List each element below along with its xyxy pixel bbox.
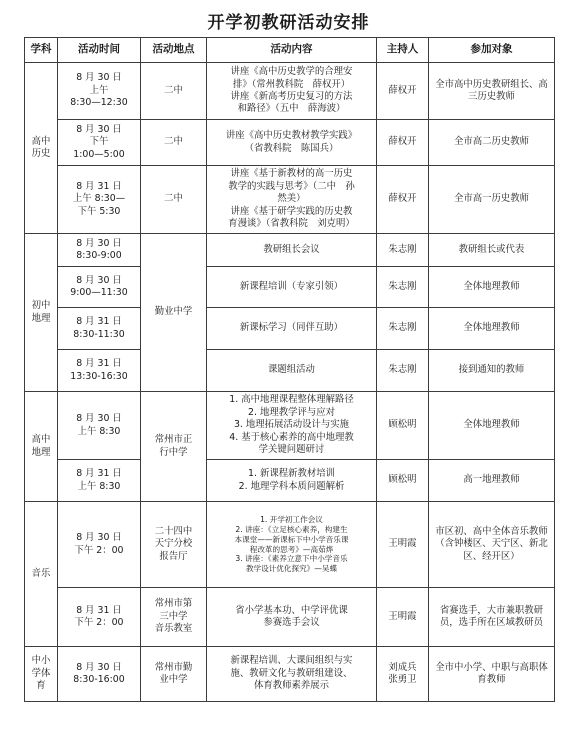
time-cell: 8 月 31 日 上午 8:30	[58, 460, 141, 502]
audience-cell: 全市高中历史教研组长、高 三历史教师	[429, 63, 555, 120]
audience-cell: 全市高二历史教师	[429, 120, 555, 166]
table-row	[25, 63, 555, 120]
place-cell: 常州市正 行中学	[141, 392, 207, 502]
audience-cell: 接到通知的教师	[429, 350, 555, 392]
host-cell: 薛权开	[377, 166, 429, 234]
place-cell: 勤业中学	[141, 234, 207, 392]
host-cell: 朱志刚	[377, 267, 429, 308]
time-cell: 8 月 30 日 8:30-9:00	[58, 234, 141, 267]
table-row	[25, 267, 555, 308]
header-content: 活动内容	[207, 38, 377, 63]
time-cell: 8 月 30 日 下午 1:00—5:00	[58, 120, 141, 166]
audience-cell: 全市中小学、中职与高职体 育教师	[429, 647, 555, 702]
content-cell: 课题组活动	[207, 350, 377, 392]
place-cell: 常州市第 三中学 音乐教室	[141, 588, 207, 647]
table-row	[25, 502, 555, 588]
time-cell: 8 月 31 日 13:30-16:30	[58, 350, 141, 392]
content-cell: 1. 开学初工作会议 2. 讲座：《立足核心素养，构建生 本课堂——新课标下中小学音乐课 程改革的思考》—高茹烨 3. 讲座：《素养立意下中小学音乐 教学设计优化探究》—吴蝶	[207, 502, 377, 588]
place-cell: 二中	[141, 120, 207, 166]
time-cell: 8 月 31 日 上午 8:30— 下午 5:30	[58, 166, 141, 234]
table-row	[25, 166, 555, 234]
table-row	[25, 308, 555, 350]
table-row	[25, 588, 555, 647]
table-row	[25, 460, 555, 502]
audience-cell: 全市高一历史教师	[429, 166, 555, 234]
table-row	[25, 234, 555, 267]
host-cell: 薛权开	[377, 120, 429, 166]
subject-cell: 高中 地理	[25, 392, 58, 502]
subject-cell: 音乐	[25, 502, 58, 647]
table-row	[25, 350, 555, 392]
content-cell: 新课标学习（同伴互助）	[207, 308, 377, 350]
time-cell: 8 月 30 日 上午 8:30—12:30	[58, 63, 141, 120]
audience-cell: 高一地理教师	[429, 460, 555, 502]
schedule-table	[24, 37, 555, 702]
header-row	[25, 38, 555, 63]
content-cell: 讲座《高中历史教材教学实践》 （省教科院 陈国兵）	[207, 120, 377, 166]
header-time: 活动时间	[58, 38, 141, 63]
header-place: 活动地点	[141, 38, 207, 63]
host-cell: 朱志刚	[377, 350, 429, 392]
place-cell: 二中	[141, 63, 207, 120]
content-cell: 讲座《基于新教材的高一历史 教学的实践与思考》（二中 孙 然美） 讲座《基于研学实践的历史教 育漫谈》（省教科院 刘克明）	[207, 166, 377, 234]
host-cell: 刘成兵 张勇卫	[377, 647, 429, 702]
audience-cell: 省赛选手，大市兼职教研 员，选手所在区域教研员	[429, 588, 555, 647]
host-cell: 王明霞	[377, 588, 429, 647]
audience-cell: 全体地理教师	[429, 267, 555, 308]
host-cell: 薛权开	[377, 63, 429, 120]
subject-cell: 高中 历史	[25, 63, 58, 234]
time-cell: 8 月 30 日 8:30-16:00	[58, 647, 141, 702]
content-cell: 新课程培训（专家引领）	[207, 267, 377, 308]
header-subject: 学科	[25, 38, 58, 63]
host-cell: 顾松明	[377, 392, 429, 460]
time-cell: 8 月 31 日 下午 2：00	[58, 588, 141, 647]
host-cell: 顾松明	[377, 460, 429, 502]
host-cell: 王明霞	[377, 502, 429, 588]
table-row	[25, 120, 555, 166]
audience-cell: 全体地理教师	[429, 392, 555, 460]
audience-cell: 市区初、高中全体音乐教师 （含钟楼区、天宁区、新北 区、经开区）	[429, 502, 555, 588]
time-cell: 8 月 31 日 8:30-11:30	[58, 308, 141, 350]
content-cell: 1. 新课程新教材培训 2. 地理学科本质问题解析	[207, 460, 377, 502]
header-host: 主持人	[377, 38, 429, 63]
audience-cell: 教研组长或代表	[429, 234, 555, 267]
place-cell: 二十四中 天宁分校 报告厅	[141, 502, 207, 588]
place-cell: 二中	[141, 166, 207, 234]
host-cell: 朱志刚	[377, 234, 429, 267]
content-cell: 新课程培训、大课间组织与实 施、教研文化与教研组建设、 体育教师素养展示	[207, 647, 377, 702]
place-cell: 常州市勤 业中学	[141, 647, 207, 702]
content-cell: 1. 高中地理课程整体理解路径 2. 地理教学评与应对 3. 地理拓展活动设计与实施 4. 基于核心素养的高中地理教 学关键问题研讨	[207, 392, 377, 460]
time-cell: 8 月 30 日 下午 2：00	[58, 502, 141, 588]
subject-cell: 中小 学体 育	[25, 647, 58, 702]
document-title: 开学初教研活动安排	[207, 13, 370, 33]
table-row	[25, 647, 555, 702]
table-row	[25, 392, 555, 460]
time-cell: 8 月 30 日 9:00—11:30	[58, 267, 141, 308]
content-cell: 教研组长会议	[207, 234, 377, 267]
content-cell: 省小学基本功、中学评优课 参赛选手会议	[207, 588, 377, 647]
subject-cell: 初中 地理	[25, 234, 58, 392]
host-cell: 朱志刚	[377, 308, 429, 350]
header-audience: 参加对象	[429, 38, 555, 63]
time-cell: 8 月 30 日 上午 8:30	[58, 392, 141, 460]
audience-cell: 全体地理教师	[429, 308, 555, 350]
content-cell: 讲座《高中历史教学的合理安 排》（常州教科院 薛权开） 讲座《新高考历史复习的方法 和路径》（五中 薛海波）	[207, 63, 377, 120]
